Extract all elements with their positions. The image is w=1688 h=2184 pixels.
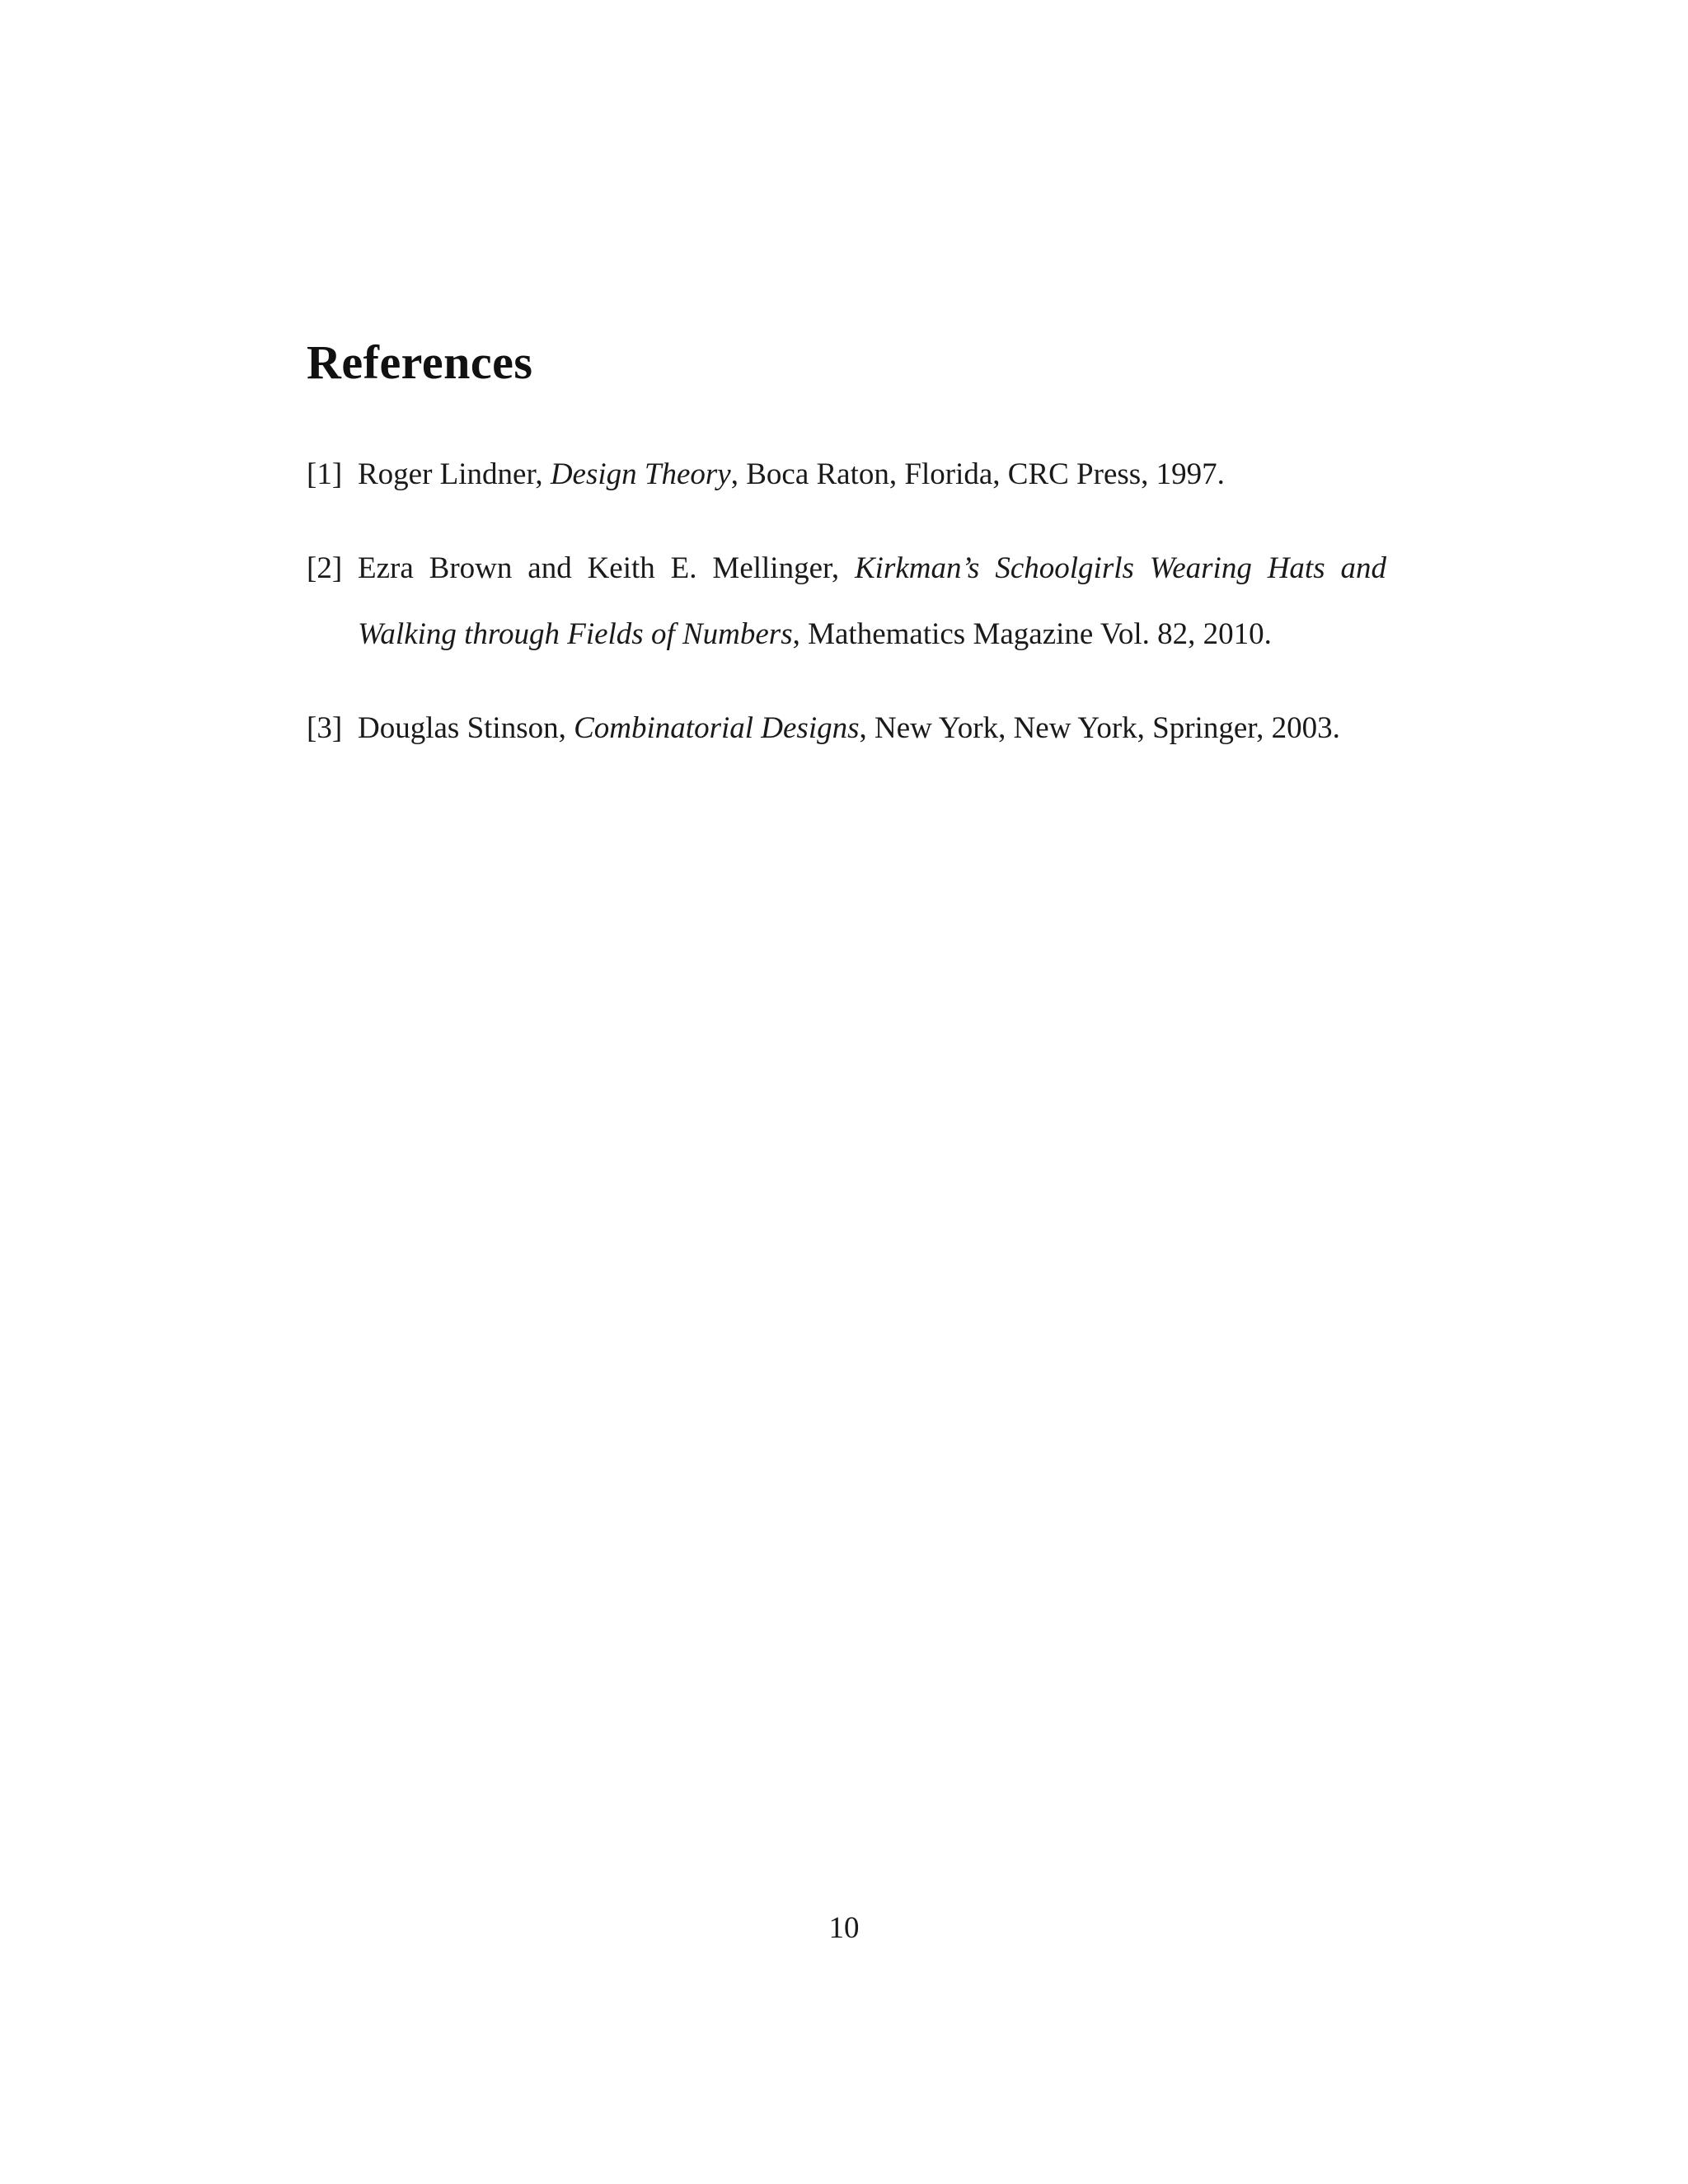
section-title: References [307,335,533,389]
reference-label: [1] [307,457,343,491]
reference-item-2 [307,536,1386,668]
reference-publication: , New York, New York, Springer, 2003. [859,711,1340,745]
reference-title: Kirkman’s Schoolgirls Wearing Hats and Walking through Fields of Numbers [358,551,1387,651]
reference-title: Design Theory [550,457,731,491]
reference-list [307,442,1386,790]
reference-publication: , Mathematics Magazine Vol. 82, 2010. [792,617,1272,651]
page-number: 10 [828,1911,860,1945]
reference-publication: , Boca Raton, Florida, CRC Press, 1997. [730,457,1225,491]
reference-item-3 [307,696,1386,762]
reference-authors: Roger Lindner, [358,457,551,491]
reference-item-1 [307,442,1386,508]
reference-authors: Ezra Brown and Keith E. Mellinger, [358,551,855,585]
reference-label: [3] [307,711,343,745]
reference-label: [2] [307,551,343,585]
reference-title: Combinatorial Designs [574,711,860,745]
reference-authors: Douglas Stinson, [358,711,574,745]
